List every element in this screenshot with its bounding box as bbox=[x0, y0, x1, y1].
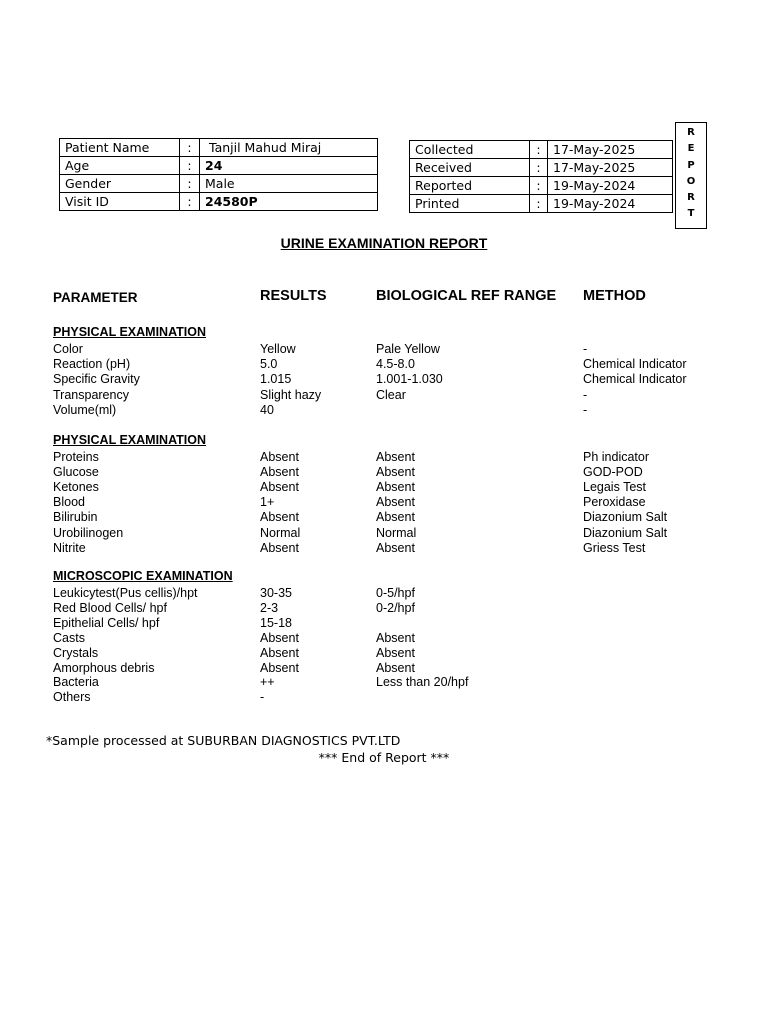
method-cell: Chemical Indicator bbox=[583, 372, 687, 387]
result-cell: Absent bbox=[260, 510, 299, 525]
visit-id-value: 24580P bbox=[200, 193, 378, 211]
report-letter: T bbox=[687, 208, 695, 220]
method-cell: GOD-POD bbox=[583, 465, 643, 480]
result-row bbox=[0, 526, 768, 541]
gender-row bbox=[60, 175, 378, 193]
report-letter: R bbox=[687, 127, 695, 138]
info-colon: : bbox=[180, 157, 200, 175]
result-row bbox=[0, 631, 768, 646]
parameter-cell: Ketones bbox=[53, 480, 99, 495]
result-row bbox=[0, 601, 768, 616]
result-cell: Slight hazy bbox=[260, 387, 322, 402]
age-row bbox=[60, 157, 378, 175]
parameter-cell: Epithelial Cells/ hpf bbox=[53, 615, 160, 630]
parameter-cell: Blood bbox=[53, 495, 85, 510]
section-title: PHYSICAL EXAMINATION bbox=[53, 433, 207, 447]
info-colon: : bbox=[180, 193, 200, 211]
parameter-cell: Casts bbox=[53, 630, 85, 645]
patient-name-row bbox=[60, 139, 378, 157]
ref-range-cell: Absent bbox=[376, 465, 415, 480]
ref-range-cell: Absent bbox=[376, 510, 415, 525]
method-cell: - bbox=[583, 342, 588, 356]
received-value: 17-May-2025 bbox=[548, 159, 673, 177]
method-header: METHOD bbox=[583, 288, 646, 304]
result-row bbox=[0, 357, 768, 372]
info-label: Received bbox=[410, 159, 530, 177]
collected-value: 17-May-2025 bbox=[548, 141, 673, 159]
result-cell: Absent bbox=[260, 630, 299, 645]
info-colon: : bbox=[530, 195, 548, 213]
ref-range-cell: Absent bbox=[376, 645, 415, 660]
report-letter: P bbox=[687, 159, 695, 171]
ref-range-cell: Less than 20/hpf bbox=[376, 675, 469, 690]
method-cell: Legais Test bbox=[583, 480, 647, 495]
report-vertical-label bbox=[675, 122, 707, 229]
info-label: Visit ID bbox=[60, 193, 180, 211]
section-title: MICROSCOPIC EXAMINATION bbox=[53, 569, 233, 583]
end-of-report: *** End of Report *** bbox=[318, 750, 450, 765]
ref-range-cell: 1.001-1.030 bbox=[376, 372, 443, 387]
parameter-cell: Reaction (pH) bbox=[53, 357, 131, 372]
patient-info-table bbox=[59, 138, 378, 211]
visit-id-row bbox=[60, 193, 378, 211]
printed-row bbox=[410, 195, 673, 213]
result-cell: 1+ bbox=[260, 495, 275, 510]
info-label: Age bbox=[60, 157, 180, 175]
method-cell: Peroxidase bbox=[583, 495, 646, 510]
ref-range-cell: Absent bbox=[376, 495, 415, 510]
result-row bbox=[0, 661, 768, 676]
parameter-cell: Nitrite bbox=[53, 540, 86, 555]
result-row bbox=[0, 450, 768, 465]
result-cell: 1.015 bbox=[260, 372, 292, 387]
parameter-cell: Red Blood Cells/ hpf bbox=[53, 600, 167, 615]
parameter-cell: Crystals bbox=[53, 645, 99, 660]
received-row bbox=[410, 159, 673, 177]
method-cell: - bbox=[583, 387, 588, 402]
ref-range-cell: Absent bbox=[376, 450, 415, 464]
ref-range-cell: 4.5-8.0 bbox=[376, 357, 415, 372]
report-letter: E bbox=[687, 143, 695, 155]
result-row bbox=[0, 495, 768, 510]
result-row bbox=[0, 675, 768, 690]
dates-info-table bbox=[409, 140, 673, 213]
info-label: Printed bbox=[410, 195, 530, 213]
result-row bbox=[0, 465, 768, 480]
ref-range-cell: Pale Yellow bbox=[376, 342, 440, 356]
parameter-cell: Amorphous debris bbox=[53, 660, 155, 675]
parameter-cell: Proteins bbox=[53, 450, 99, 464]
result-row bbox=[0, 586, 768, 601]
footnote: *Sample processed at SUBURBAN DIAGNOSTICS PVT.LTD bbox=[46, 733, 401, 748]
result-cell: 15-18 bbox=[260, 615, 292, 630]
parameter-cell: Color bbox=[53, 342, 83, 356]
info-label: Gender bbox=[60, 175, 180, 193]
ref-range-cell: 0-5/hpf bbox=[376, 586, 415, 600]
gender-value: Male bbox=[200, 175, 378, 193]
reported-row bbox=[410, 177, 673, 195]
info-colon: : bbox=[180, 139, 200, 157]
method-cell: Chemical Indicator bbox=[583, 357, 687, 372]
printed-value: 19-May-2024 bbox=[548, 195, 673, 213]
result-cell: Absent bbox=[260, 660, 299, 675]
result-row bbox=[0, 403, 768, 418]
result-row bbox=[0, 541, 768, 556]
parameter-cell: Volume(ml) bbox=[53, 402, 117, 417]
collected-row bbox=[410, 141, 673, 159]
ref-range-cell: Normal bbox=[376, 525, 417, 540]
age-value: 24 bbox=[200, 157, 378, 175]
parameter-cell: Specific Gravity bbox=[53, 372, 140, 387]
result-cell: Absent bbox=[260, 465, 299, 480]
parameter-cell: Others bbox=[53, 690, 91, 705]
parameter-cell: Leukicytest(Pus cellis)/hpt bbox=[53, 586, 198, 600]
result-cell: Absent bbox=[260, 645, 299, 660]
ref-range-cell: Absent bbox=[376, 630, 415, 645]
ref-range-cell: Clear bbox=[376, 387, 406, 402]
report-letter: O bbox=[686, 175, 696, 187]
ref-range-cell: Absent bbox=[376, 540, 415, 555]
result-cell: Absent bbox=[260, 480, 299, 495]
report-title: URINE EXAMINATION REPORT bbox=[280, 235, 488, 251]
reported-value: 19-May-2024 bbox=[548, 177, 673, 195]
result-row bbox=[0, 372, 768, 387]
result-cell: - bbox=[260, 690, 265, 705]
method-cell: Diazonium Salt bbox=[583, 510, 668, 525]
method-cell: Ph indicator bbox=[583, 450, 650, 464]
info-colon: : bbox=[530, 159, 548, 177]
info-label: Patient Name bbox=[60, 139, 180, 157]
parameter-header: PARAMETER bbox=[53, 290, 138, 305]
info-colon: : bbox=[530, 141, 548, 159]
info-colon: : bbox=[180, 175, 200, 193]
report-letter: R bbox=[687, 192, 695, 204]
result-cell: Normal bbox=[260, 525, 301, 540]
ref-range-header: BIOLOGICAL REF RANGE bbox=[376, 288, 557, 304]
parameter-cell: Urobilinogen bbox=[53, 525, 124, 540]
ref-range-cell: 0-2/hpf bbox=[376, 600, 415, 615]
ref-range-cell: Absent bbox=[376, 480, 415, 495]
result-cell: Absent bbox=[260, 540, 299, 555]
result-row bbox=[0, 510, 768, 525]
ref-range-cell: Absent bbox=[376, 660, 415, 675]
parameter-cell: Bilirubin bbox=[53, 510, 98, 525]
results-header: RESULTS bbox=[260, 288, 327, 304]
method-cell: Griess Test bbox=[583, 540, 646, 555]
result-cell: Yellow bbox=[260, 342, 296, 356]
result-row bbox=[0, 616, 768, 631]
result-cell: ++ bbox=[260, 675, 275, 690]
parameter-cell: Bacteria bbox=[53, 675, 99, 690]
result-cell: Absent bbox=[260, 450, 299, 464]
info-colon: : bbox=[530, 177, 548, 195]
info-label: Reported bbox=[410, 177, 530, 195]
result-cell: 40 bbox=[260, 402, 274, 417]
result-cell: 5.0 bbox=[260, 357, 278, 372]
result-row bbox=[0, 388, 768, 403]
method-cell: - bbox=[583, 402, 588, 417]
result-row bbox=[0, 690, 768, 705]
parameter-cell: Glucose bbox=[53, 465, 99, 480]
result-row bbox=[0, 342, 768, 357]
method-cell: Diazonium Salt bbox=[583, 525, 668, 540]
info-label: Collected bbox=[410, 141, 530, 159]
result-cell: 2-3 bbox=[260, 600, 279, 615]
result-row bbox=[0, 480, 768, 495]
result-row bbox=[0, 646, 768, 661]
section-title: PHYSICAL EXAMINATION bbox=[53, 325, 207, 339]
parameter-cell: Transparency bbox=[53, 387, 129, 402]
result-cell: 30-35 bbox=[260, 586, 292, 600]
patient-name-value: Tanjil Mahud Miraj bbox=[200, 139, 378, 157]
